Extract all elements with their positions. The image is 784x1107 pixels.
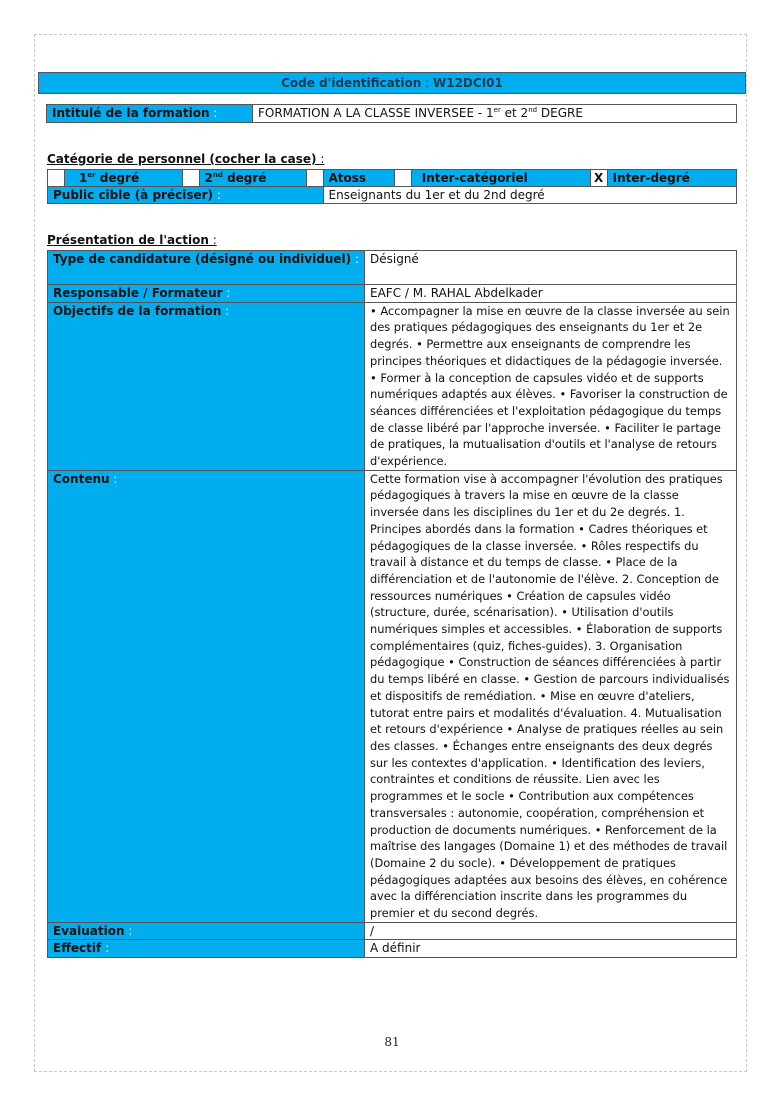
option-inter-categoriel xyxy=(411,170,590,187)
row-label-contenu xyxy=(48,470,365,922)
table-row xyxy=(48,922,737,940)
categorie-heading-colon: : xyxy=(316,152,325,166)
row-label-objectifs xyxy=(48,302,365,470)
option-label: Atoss xyxy=(328,171,367,185)
row-value-evaluation: / xyxy=(365,922,737,940)
presentation-heading-text: Présentation de l'action xyxy=(47,233,209,247)
row-colon: : xyxy=(101,941,110,956)
row-label: Contenu xyxy=(53,471,110,486)
option-label: Inter-catégoriel xyxy=(421,171,528,185)
option-2nd-degre xyxy=(199,170,306,187)
checkbox-2nd-degre[interactable] xyxy=(182,170,199,187)
checkbox-inter-categoriel[interactable] xyxy=(394,170,411,187)
table-row xyxy=(48,940,737,958)
intitule-table xyxy=(46,104,737,123)
row-label-type-candidature xyxy=(48,251,365,285)
row-label-responsable xyxy=(48,285,365,303)
option-label-post: degré xyxy=(95,171,140,185)
code-label: Code d'identification xyxy=(281,76,422,90)
categorie-options-row xyxy=(48,170,737,187)
row-label: Responsable / Formateur xyxy=(53,286,223,300)
table-row xyxy=(48,285,737,303)
presentation-heading-colon: : xyxy=(208,233,217,247)
table-row xyxy=(48,302,737,470)
presentation-table xyxy=(47,250,737,958)
row-label: Type de candidature (désigné ou individuel) xyxy=(53,252,352,266)
row-colon: : xyxy=(109,471,118,486)
intitule-value-mid: et 2 xyxy=(500,106,529,120)
public-cible-value: Enseignants du 1er et du 2nd degré xyxy=(323,187,737,204)
intitule-label-cell xyxy=(47,105,253,123)
table-row xyxy=(48,251,737,285)
row-value-effectif: A définir xyxy=(365,940,737,958)
option-label: 1 xyxy=(79,171,88,185)
checkbox-atoss[interactable] xyxy=(306,170,323,187)
option-sup: er xyxy=(87,171,96,179)
option-atoss xyxy=(323,170,394,187)
page-number: 81 xyxy=(384,1035,400,1049)
row-value-type-candidature: Désigné xyxy=(365,251,737,285)
identification-code-bar xyxy=(38,72,746,94)
intitule-colon: : xyxy=(209,106,218,120)
categorie-table xyxy=(47,169,737,204)
categorie-heading-text: Catégorie de personnel (cocher la case) xyxy=(47,152,317,166)
code-value: W12DCI01 xyxy=(433,76,503,90)
row-value-contenu: Cette formation vise à accompagner l'évolution des pratiques pédagogiques à travers la mise en œuvre de la classe inversée dans les disciplines du 1er et du 2e degrés. 1. Principes abordés dans la formation • Cadres théoriques et pédagogiques de la classe inversée. • Rôles respectifs du travail à distance et du temps de classe. • Place de la différenciation et de l'autonomie de l'élève. 2. Conception de ressources numériques • Création de capsules vidéo (structure, durée, scénarisation). • Utilisation d'outils numériques simples et accessibles. • Élaboration de supports complémentaires (quiz, fiches-guides). 3. Organisation pédagogique • Construction de séances différenciées à partir du temps libéré en classe. • Gestion de parcours individualisés et dispositifs de remédiation. • Mise en œuvre d'ateliers, tutorat entre pairs et modalités d'évaluation. 4. Mutualisation et retours d'expérience • Analyse de pratiques réelles au sein des classes. • Échanges entre enseignants des deux degrés sur les contextes d'application. • Identification des leviers, contraintes et conditions de réussite. Lien avec les programmes et le socle • Contribution aux compétences transversales : autonomie, coopération, compréhension et production de documents numériques. • Renforcement de la maîtrise des langages (Domaine 1) et des méthodes de travail (Domaine 2 du socle). • Développement de pratiques pédagogiques adaptées aux besoins des élèves, en cohérence avec la différenciation inscrite dans les programmes du premier et du second degrés. xyxy=(365,470,737,922)
row-label-effectif xyxy=(48,940,365,958)
option-label-post: degré xyxy=(222,171,267,185)
row-label: Evaluation xyxy=(53,923,125,938)
row-colon: : xyxy=(221,303,230,318)
row-value-objectifs: • Accompagner la mise en œuvre de la classe inversée au sein des pratiques pédagogiques des enseignants du 1er et 2e degrés. • Permettre aux enseignants de comprendre les principes théoriques et didactiques de la pédagogie inversée. • Former à la conception de capsules vidéo et de supports numériques adaptés aux élèves. • Favoriser la construction de séances différenciées et l'exploitation pédagogique du temps de classe libéré par l'approche inversée. • Faciliter le partage de pratiques, la mutualisation d'outils et l'analyse de retours d'expérience. xyxy=(365,302,737,470)
public-cible-label-cell xyxy=(48,187,324,204)
checkbox-1er-degre[interactable] xyxy=(48,170,65,187)
intitule-value-cell xyxy=(253,105,737,123)
row-colon: : xyxy=(351,252,359,266)
intitule-label: Intitulé de la formation xyxy=(52,106,210,120)
checkbox-inter-degre[interactable]: X xyxy=(590,170,607,187)
intitule-value-end: DEGRE xyxy=(537,106,583,120)
option-sup: nd xyxy=(212,171,223,179)
option-label: Inter-degré xyxy=(612,171,690,185)
row-colon: : xyxy=(124,923,133,938)
row-value-responsable: EAFC / M. RAHAL Abdelkader xyxy=(365,285,737,303)
row-colon: : xyxy=(222,286,231,300)
public-cible-label: Public cible (à préciser) xyxy=(53,188,214,202)
row-label-evaluation xyxy=(48,922,365,940)
table-row xyxy=(48,470,737,922)
option-label: 2 xyxy=(204,171,213,185)
option-inter-degre xyxy=(607,170,736,187)
intitule-sup2: nd xyxy=(528,106,538,114)
intitule-value-main: FORMATION A LA CLASSE INVERSEE - 1 xyxy=(258,106,494,120)
public-cible-colon: : xyxy=(213,188,221,202)
row-label: Effectif xyxy=(53,941,102,956)
categorie-heading xyxy=(47,152,324,166)
row-label: Objectifs de la formation xyxy=(53,303,222,318)
public-cible-row xyxy=(48,187,737,204)
intitule-sup1: er xyxy=(493,106,501,114)
code-separator: : xyxy=(421,76,433,90)
presentation-heading xyxy=(47,233,217,247)
option-1er-degre xyxy=(65,170,183,187)
